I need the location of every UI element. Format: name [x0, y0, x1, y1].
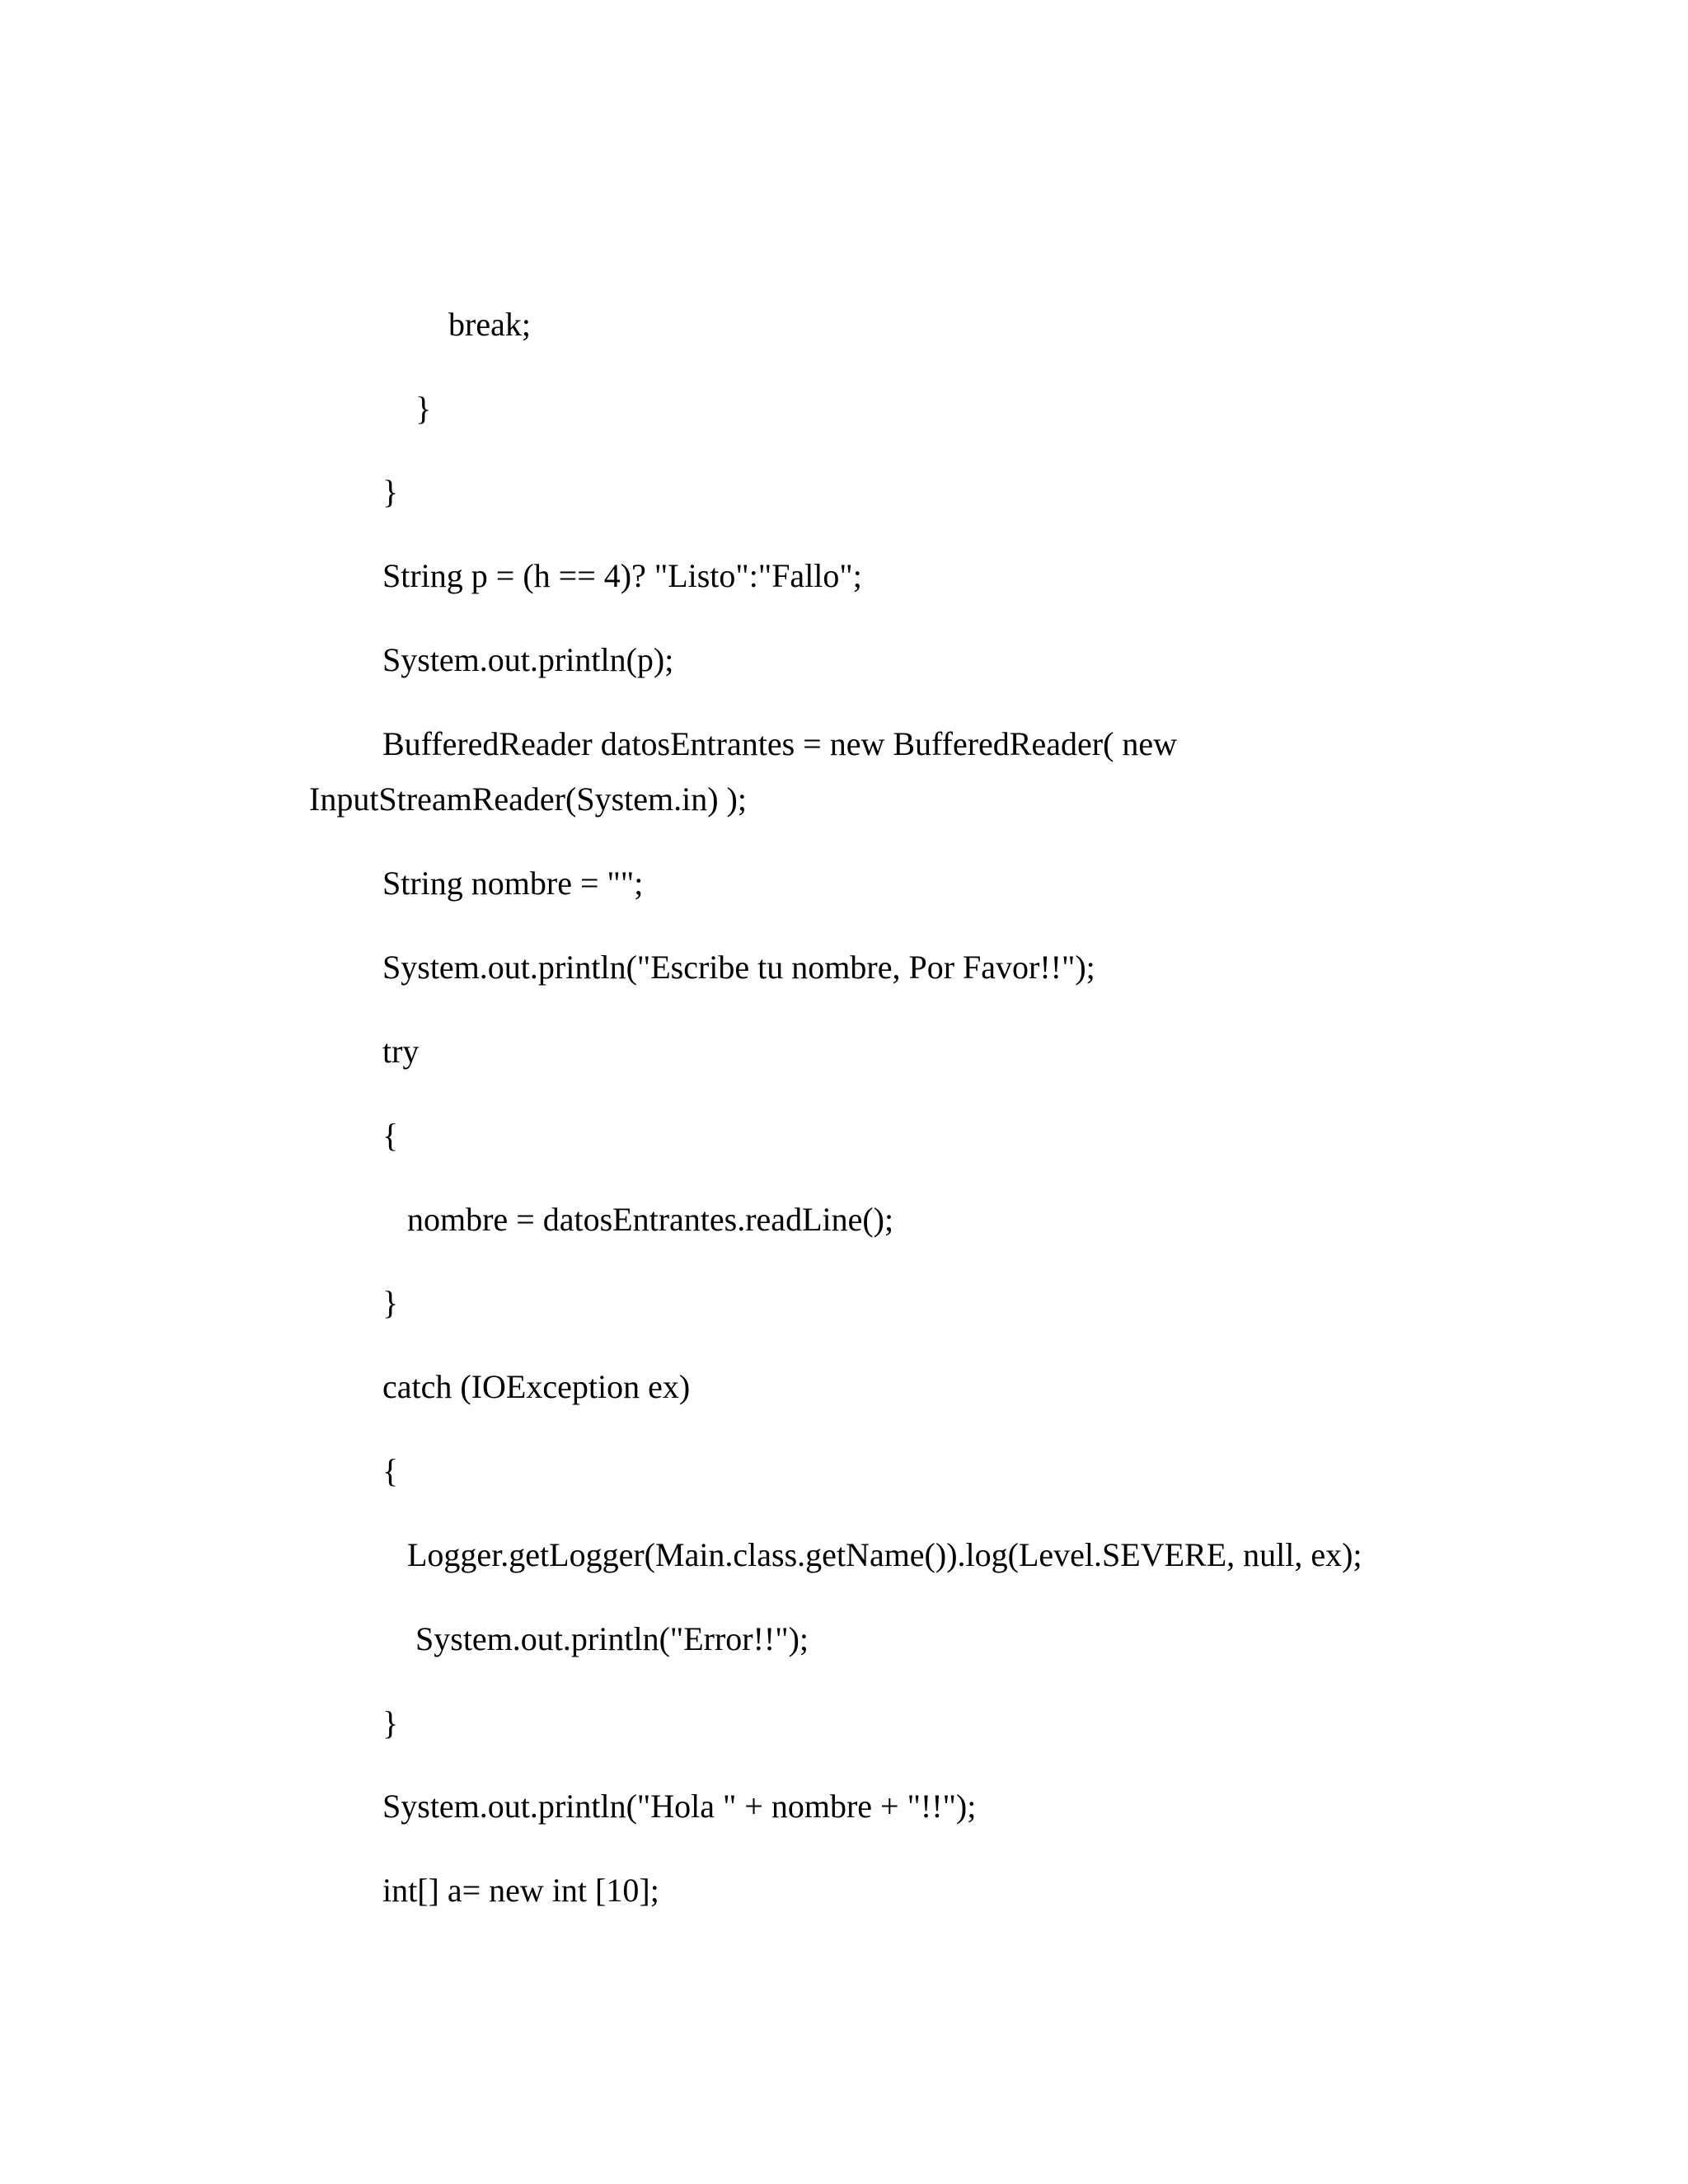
code-line: { — [382, 1117, 399, 1154]
code-line: System.out.println("Hola " + nombre + "!!"); — [382, 1788, 977, 1825]
code-line: } — [415, 390, 432, 427]
code-line: } — [382, 1284, 399, 1321]
code-line: break; — [448, 306, 531, 343]
code-line: int[] a= new int [10]; — [382, 1872, 659, 1909]
code-line: } — [382, 473, 399, 510]
code-line: System.out.println("Escribe tu nombre, Por Favor!!"); — [382, 949, 1095, 986]
code-line: nombre = datosEntrantes.readLine(); — [407, 1201, 894, 1238]
code-line: Logger.getLogger(Main.class.getName()).log(Level.SEVERE, null, ex); — [407, 1536, 1362, 1573]
code-line: InputStreamReader(System.in) ); — [309, 780, 747, 818]
code-line: String nombre = ""; — [382, 865, 644, 902]
code-line: BufferedReader datosEntrantes = new BufferedReader( new — [382, 725, 1178, 762]
code-line: System.out.println("Error!!"); — [415, 1620, 809, 1657]
code-line: System.out.println(p); — [382, 641, 674, 678]
code-line: try — [382, 1033, 420, 1070]
code-line: String p = (h == 4)? "Listo":"Fallo"; — [382, 557, 862, 594]
code-line: { — [382, 1452, 399, 1489]
code-line: } — [382, 1704, 399, 1741]
code-line: catch (IOException ex) — [382, 1368, 691, 1405]
